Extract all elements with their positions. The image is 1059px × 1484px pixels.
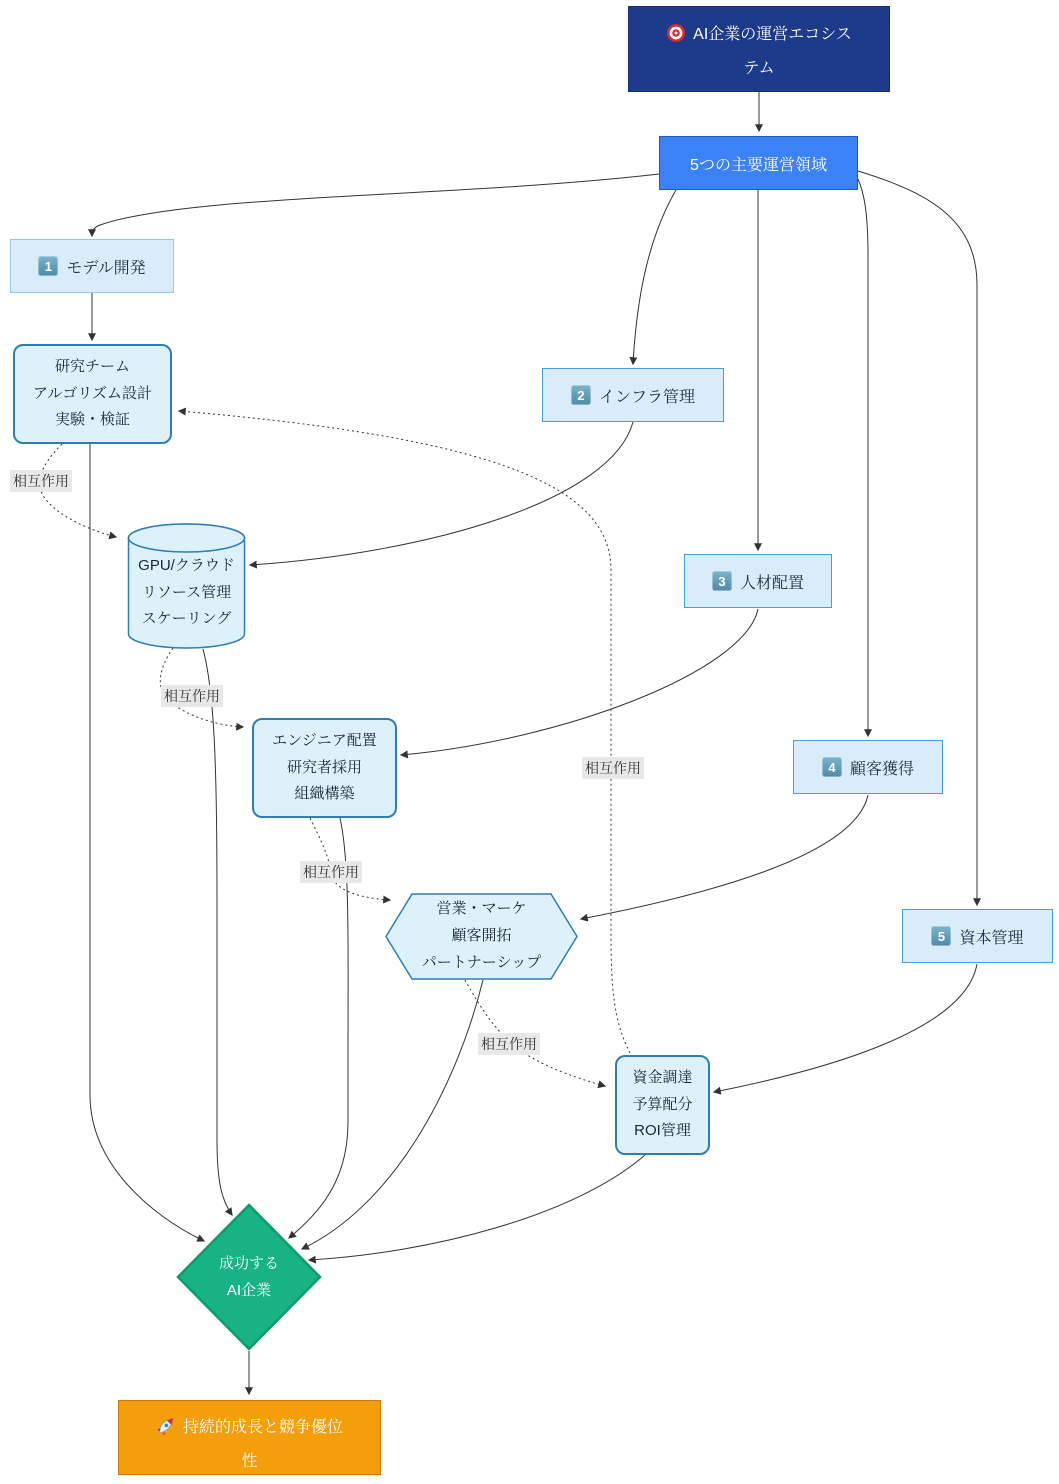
- detail-line: アルゴリズム設計: [32, 384, 153, 402]
- main-areas-label: 5つの主要運営領域: [690, 156, 827, 174]
- area-label: 人材配置: [739, 574, 804, 592]
- detail-line: パートナーシップ: [421, 953, 542, 971]
- detail-node-org: [252, 718, 397, 818]
- area-node-customer: [793, 740, 943, 794]
- keycap-4-icon: 4: [822, 757, 842, 777]
- edge-label-interaction: 相互作用: [582, 757, 644, 779]
- success-diamond-node: [176, 1203, 322, 1351]
- detail-line: 予算配分: [632, 1095, 693, 1113]
- edge-label-interaction: 相互作用: [161, 685, 223, 707]
- success-line: 成功する: [218, 1255, 279, 1272]
- detail-line: 実験・検証: [54, 411, 130, 429]
- title-label: AI企業の運営エコシステム: [693, 26, 852, 77]
- rocket-icon: [156, 1416, 176, 1447]
- dartboard-icon: [666, 23, 686, 54]
- keycap-3-icon: 3: [712, 571, 732, 591]
- area-node-model-dev: [10, 239, 174, 293]
- result-node: [118, 1400, 381, 1475]
- detail-line: エンジニア配置: [272, 731, 377, 749]
- area-node-talent: [684, 554, 832, 608]
- detail-line: ROI管理: [634, 1122, 691, 1140]
- keycap-5-icon: 5: [931, 926, 951, 946]
- title-node: [628, 6, 890, 92]
- detail-line: 組織構築: [294, 785, 355, 803]
- detail-line: 資金調達: [632, 1068, 693, 1086]
- main-areas-node: [659, 136, 858, 190]
- detail-node-sales-hexagon: [385, 893, 578, 980]
- detail-line: 研究チーム: [54, 357, 130, 375]
- detail-node-gpu-cylinder: [127, 522, 246, 650]
- keycap-1-icon: 1: [38, 256, 58, 276]
- detail-node-finance: [615, 1055, 710, 1155]
- detail-line: スケーリング: [141, 610, 232, 628]
- edge-label-interaction: 相互作用: [478, 1033, 540, 1055]
- detail-line: 研究者採用: [286, 758, 362, 776]
- detail-node-research: [13, 344, 172, 444]
- area-node-capital: [902, 909, 1053, 963]
- detail-line: リソース管理: [141, 583, 232, 601]
- edge-label-interaction: 相互作用: [10, 470, 72, 492]
- result-label: 持続的成長と競争優位性: [182, 1419, 343, 1470]
- area-node-infra: [542, 368, 724, 422]
- detail-line: 顧客開拓: [451, 927, 512, 945]
- area-label: インフラ管理: [598, 388, 695, 406]
- success-line: AI企業: [226, 1282, 272, 1299]
- area-label: 顧客獲得: [849, 760, 914, 778]
- detail-line: 営業・マーケ: [436, 900, 527, 918]
- edge-label-interaction: 相互作用: [300, 861, 362, 883]
- keycap-2-icon: 2: [571, 385, 591, 405]
- area-label: 資本管理: [959, 929, 1024, 947]
- detail-line: GPU/クラウド: [138, 556, 235, 574]
- area-label: モデル開発: [66, 259, 146, 277]
